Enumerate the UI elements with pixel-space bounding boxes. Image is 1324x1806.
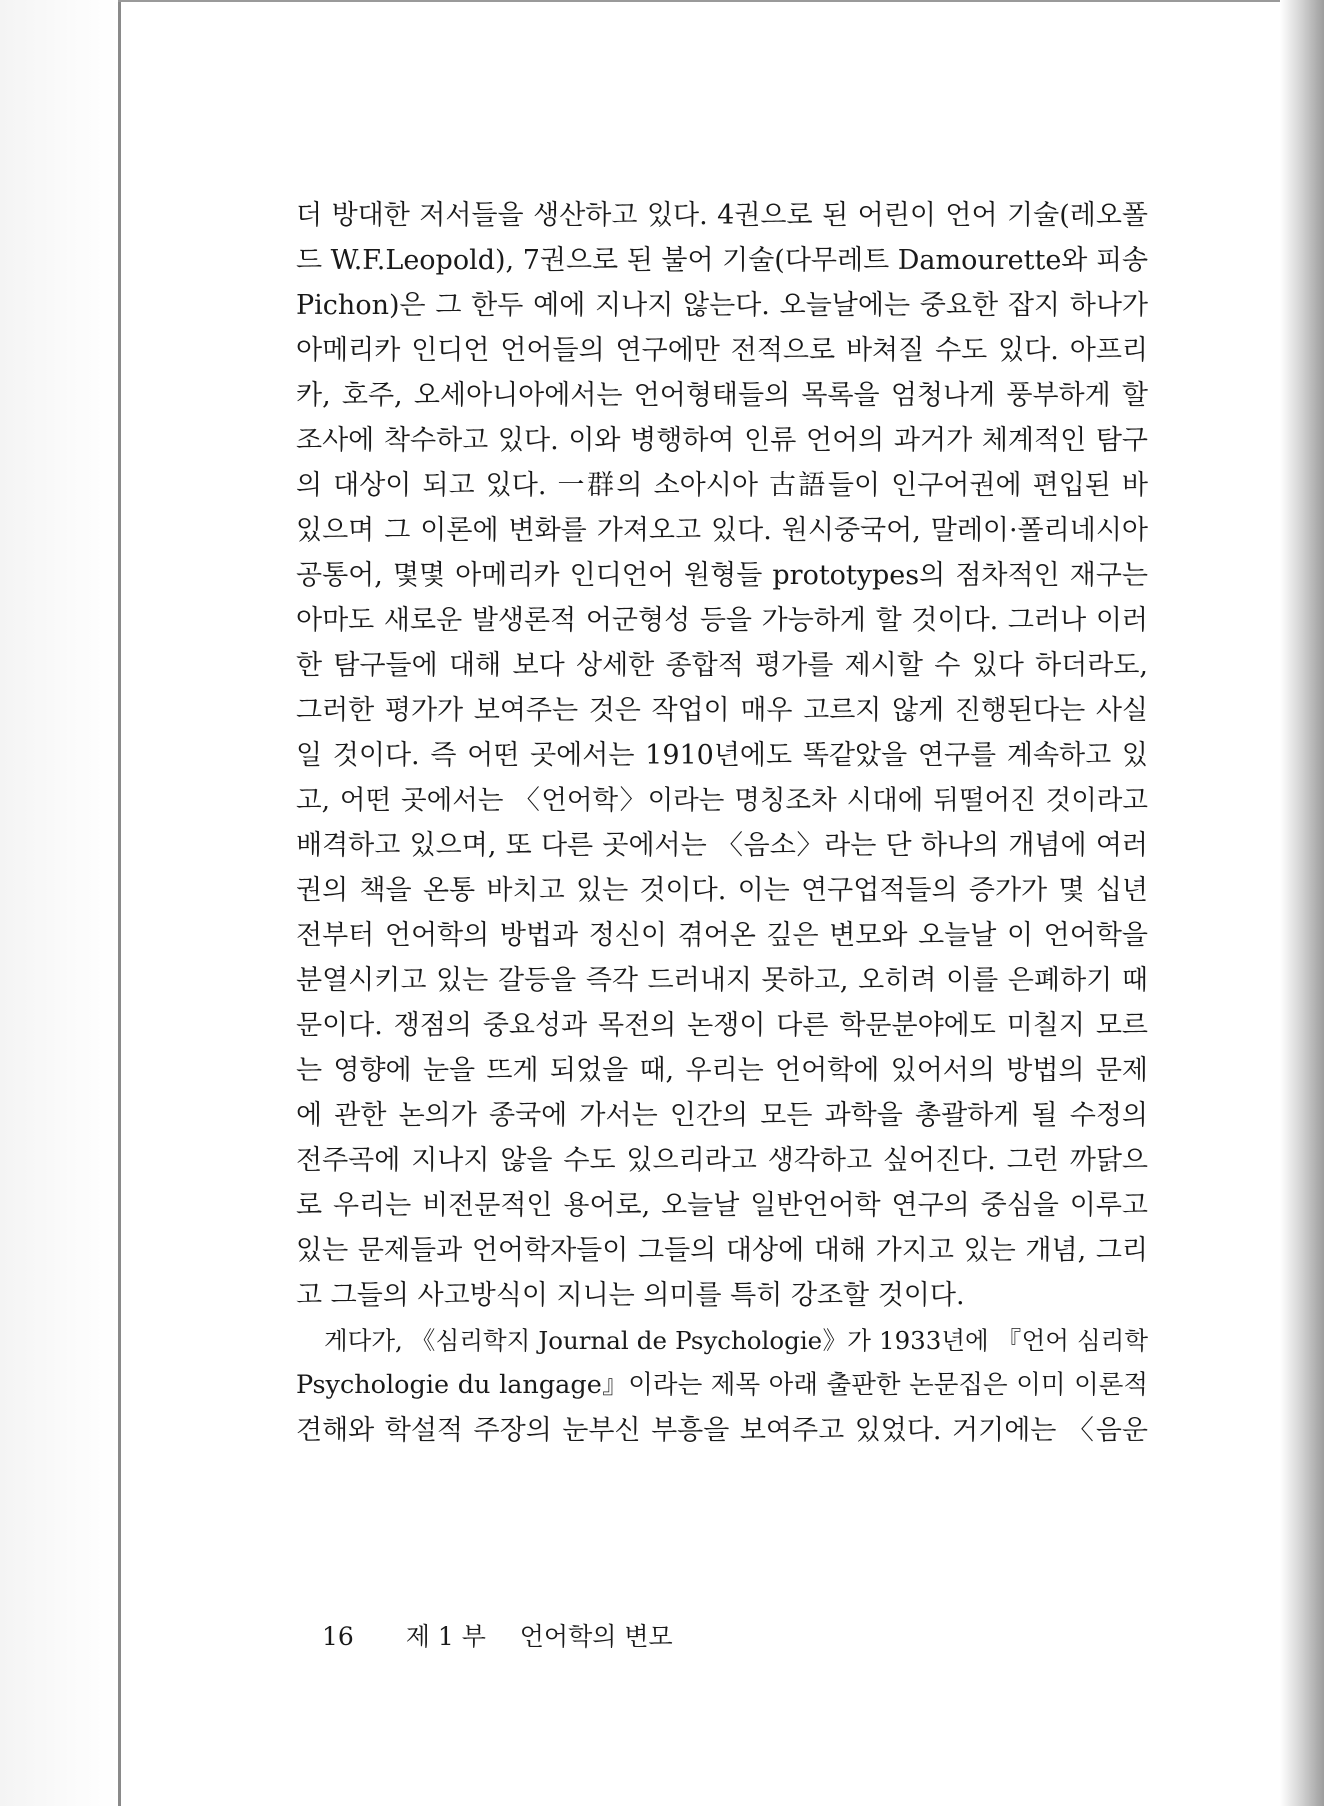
text-line: 고, 어떤 곳에서는 〈언어학〉이라는 명칭조차 시대에 뒤떨어진 것이라고 [296, 785, 1148, 816]
text-line: 배격하고 있으며, 또 다른 곳에서는 〈음소〉라는 단 하나의 개념에 여러 [296, 830, 1148, 861]
text-line: 아마도 새로운 발생론적 어군형성 등을 가능하게 할 것이다. 그러나 이러 [296, 605, 1148, 636]
text-line: 그러한 평가가 보여주는 것은 작업이 매우 고르지 않게 진행된다는 사실 [296, 695, 1148, 726]
text-line: 에 관한 논의가 종국에 가서는 인간의 모든 과학을 총괄하게 될 수정의 [296, 1100, 1148, 1131]
text-line: 분열시키고 있는 갈등을 즉각 드러내지 못하고, 오히려 이를 은폐하기 때 [296, 965, 1148, 996]
text-line: 권의 책을 온통 바치고 있는 것이다. 이는 연구업적들의 증가가 몇 십년 [296, 875, 1148, 906]
body-text [296, 193, 1148, 1453]
chapter-title: 언어학의 변모 [519, 1622, 673, 1651]
text-line: Psychologie du langage』이라는 제목 아래 출판한 논문집은 이미 이론적 [296, 1370, 1148, 1400]
text-line: 카, 호주, 오세아니아에서는 언어형태들의 목록을 엄청나게 풍부하게 할 [296, 380, 1148, 411]
text-line: 전주곡에 지나지 않을 수도 있으리라고 생각하고 싶어진다. 그런 까닭으 [296, 1145, 1148, 1176]
text-line: 있는 문제들과 언어학자들이 그들의 대상에 대해 가지고 있는 개념, 그리 [296, 1235, 1148, 1266]
page-right-shadow [1280, 0, 1324, 1806]
page-number: 16 [322, 1622, 354, 1651]
page-top-edge [118, 0, 1324, 2]
text-line: Pichon)은 그 한두 예에 지나지 않는다. 오늘날에는 중요한 잡지 하나가 [296, 290, 1148, 321]
page-left-edge [118, 0, 121, 1806]
text-line: 있으며 그 이론에 변화를 가져오고 있다. 원시중국어, 말레이·폴리네시아 [296, 515, 1148, 546]
text-line: 아메리카 인디언 언어들의 연구에만 전적으로 바쳐질 수도 있다. 아프리 [296, 335, 1148, 366]
text-line: 조사에 착수하고 있다. 이와 병행하여 인류 언어의 과거가 체계적인 탐구 [296, 425, 1148, 456]
paragraph-end-line: 고 그들의 사고방식이 지니는 의미를 특히 강조할 것이다. [296, 1280, 965, 1311]
text-line: 는 영향에 눈을 뜨게 되었을 때, 우리는 언어학에 있어서의 방법의 문제 [296, 1055, 1148, 1086]
paragraph-start-line: 게다가, 《심리학지 Journal de Psychologie》가 1933년에 『언어 심리학 [324, 1326, 1148, 1355]
text-line: 일 것이다. 즉 어떤 곳에서는 1910년에도 똑같았을 연구를 계속하고 있 [296, 740, 1148, 771]
text-line: 전부터 언어학의 방법과 정신이 겪어온 깊은 변모와 오늘날 이 언어학을 [296, 920, 1148, 951]
text-line: 공통어, 몇몇 아메리카 인디언어 원형들 prototypes의 점차적인 재구는 [296, 560, 1148, 591]
part-label: 제 1 부 [405, 1622, 486, 1651]
text-line: 문이다. 쟁점의 중요성과 목전의 논쟁이 다른 학문분야에도 미칠지 모르 [296, 1010, 1148, 1041]
text-line: 더 방대한 저서들을 생산하고 있다. 4권으로 된 어린이 언어 기술(레오폴 [296, 200, 1148, 231]
page-footer [322, 1617, 673, 1657]
scan-background-left [0, 0, 118, 1806]
text-line: 한 탐구들에 대해 보다 상세한 종합적 평가를 제시할 수 있다 하더라도, [296, 650, 1148, 681]
text-line: 의 대상이 되고 있다. 一群의 소아시아 古語들이 인구어권에 편입된 바 [296, 470, 1148, 501]
text-line: 로 우리는 비전문적인 용어로, 오늘날 일반언어학 연구의 중심을 이루고 [296, 1190, 1148, 1221]
text-line: 드 W.F.Leopold), 7권으로 된 불어 기술(다무레트 Damourette와 피송 [296, 245, 1148, 276]
text-line: 견해와 학설적 주장의 눈부신 부흥을 보여주고 있었다. 거기에는 〈음운 [296, 1415, 1148, 1446]
